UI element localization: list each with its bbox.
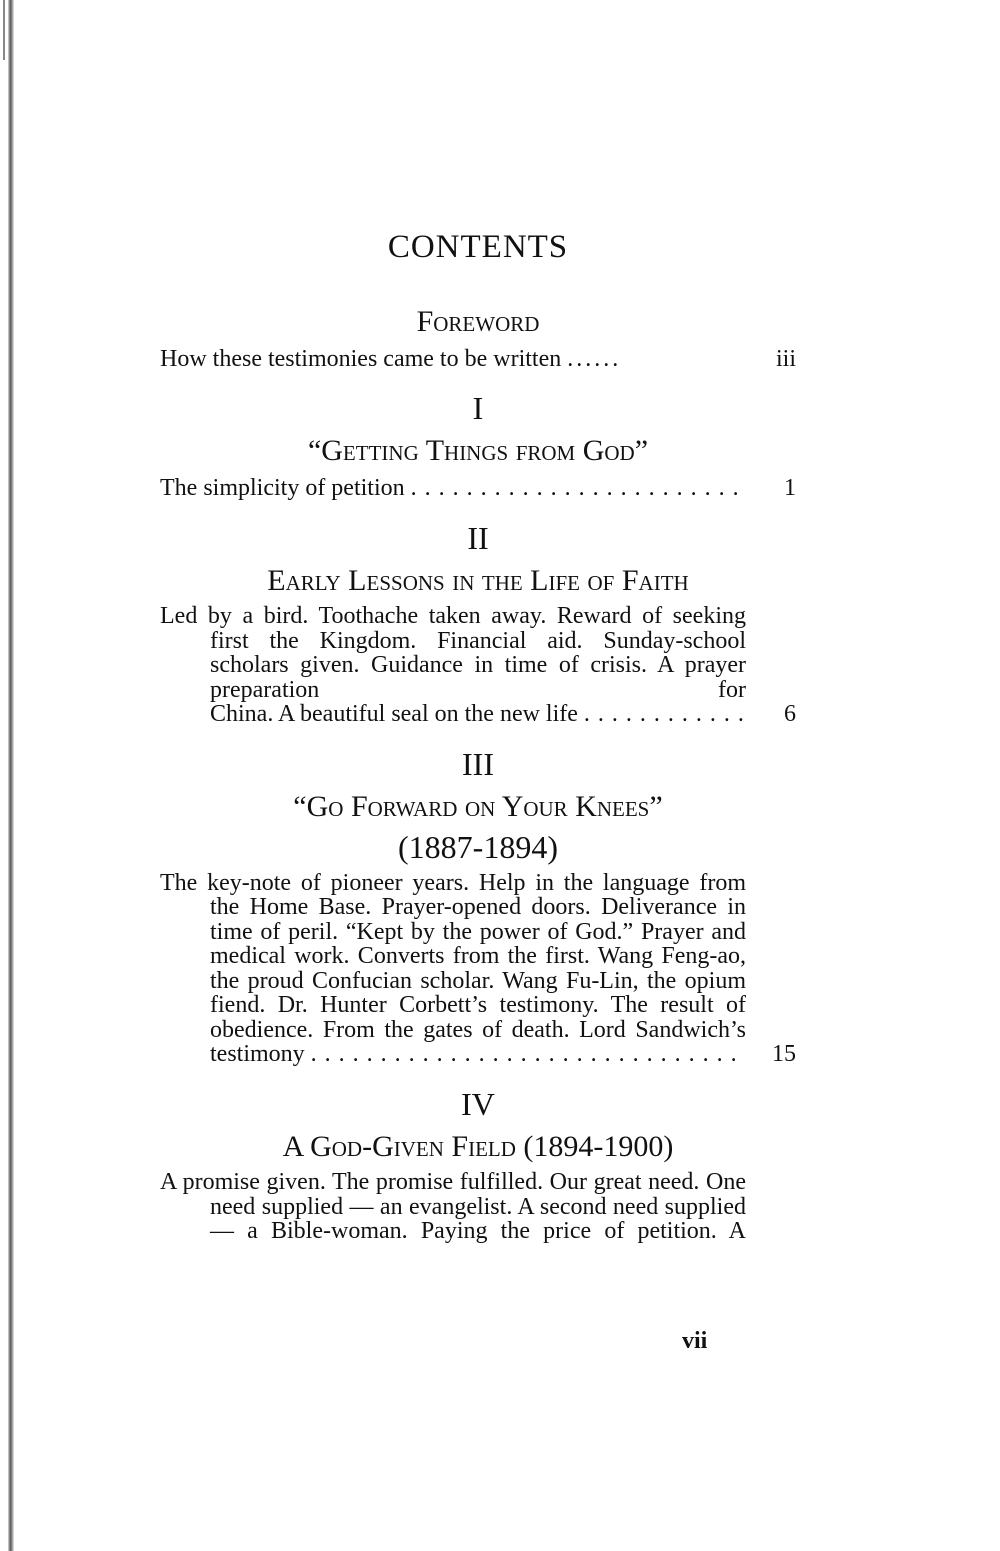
toc-entry-text-last: China. A beautiful seal on the new life [210,702,578,727]
toc-entry-chapter-1[interactable] [160,476,796,501]
contents-heading: CONTENTS [387,229,569,265]
chapter-numeral: IV [461,1085,495,1122]
toc-entry-text: The simplicity of petition [160,476,405,501]
toc-page-number: iii [775,345,796,372]
chapter-title: A God-Given Field (1894-1900) [282,1130,674,1164]
toc-page-number: 6 [784,701,796,728]
toc-leader [578,702,746,727]
chapter-numeral: II [467,519,489,556]
toc-entry-text: How these testimonies came to be written [160,346,562,372]
chapter-title: “Go Forward on Your Knees” [293,790,663,824]
toc-entry-text-last: testimony [210,1042,305,1067]
toc-page-number: 15 [772,1041,796,1068]
toc-entry-chapter-3[interactable] [160,871,796,1067]
page-binding-mark [3,0,5,60]
toc-leader [411,476,746,501]
page-binding-edge [8,0,14,1551]
toc-entry-chapter-4[interactable] [160,1170,796,1244]
toc-leader [305,1042,746,1067]
page-folio: vii [682,1328,708,1354]
toc-entry-chapter-2[interactable] [160,604,796,727]
toc-entry-text: The key-note of pioneer years. Help in the language from the Home Base. Prayer-opened doors. Deliverance in time of peril. “Kept by the power of God.” Prayer and medical work. Converts from the first. Wang Feng-ao, the proud Confucian scholar. Wang Fu-Lin, the opium fiend. Dr. Hunter Corbett’s testimony. The result of obedience. From the gates of death. Lord Sandwich’s [160,869,746,1043]
toc-entry-foreword[interactable] [160,347,796,372]
chapter-numeral: I [472,390,484,427]
toc-entry-text: A promise given. The promise fulfilled. Our great need. One need supplied — an evangelist. A second need supplied — a Bible-woman. Paying the price of petition. A [160,1169,746,1245]
contents-page [160,228,796,1244]
chapter-years: (1887-1894) [398,829,558,866]
toc-entry-text: Led by a bird. Toothache taken away. Reward of seeking first the Kingdom. Financial aid. Sunday-school scholars given. Guidance in time of crisis. A prayer preparation for [160,603,746,703]
toc-page-number: 1 [784,475,796,502]
chapter-title: Early Lessons in the Life of Faith [267,564,689,598]
chapter-title: “Getting Things from God” [307,434,649,468]
foreword-heading: Foreword [416,304,540,338]
chapter-numeral: III [462,745,494,782]
toc-leader: ...... [567,346,622,372]
